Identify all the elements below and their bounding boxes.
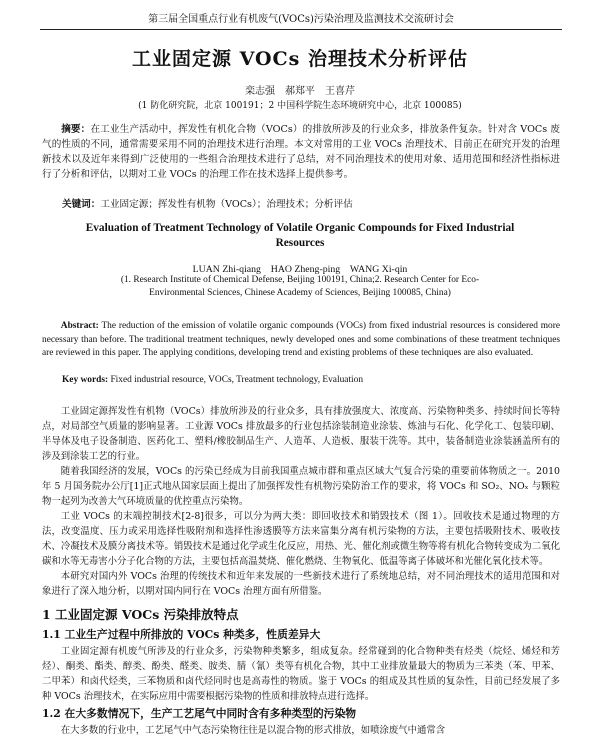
- abstract-en-label: Abstract:: [60, 321, 99, 331]
- running-head: 第三届全国重点行业有机废气(VOCs)污染治理及监测技术交流研讨会: [40, 10, 562, 30]
- section-1-1-text: [42, 644, 560, 704]
- section-1-1-paragraph: 工业固定源有机废气所涉及的行业众多，污染物种类繁多，组成复杂。经常碰到的化合物种类有烃类（烷烃、烯烃和芳烃）、酮类、酯类、醇类、酚类、醛类、胺类、腈（氰）类等有机化合物，其中工业排放量最大的物质为三苯类（苯、甲苯、二甲苯）和卤代烃类，三苯物质和卤代烃同时也是高毒性的物质。鉴于 VOCs 的组成及其性质的复杂性，目前已经发展了多种 VOCs 治理技术，在实际应用中需要根据污染物的性质和排放特点进行选择。: [42, 646, 560, 702]
- section-1-2-paragraph: 在大多数的行业中，工艺尾气中气态污染物往往是以混合物的形式排放，如喷涂废气中通常含: [60, 725, 446, 736]
- keywords-cn-label: 关键词：: [62, 199, 101, 210]
- keywords-en-label: Key words:: [62, 375, 109, 385]
- body-paragraph: 工业 VOCs 的末端控制技术[2-8]很多，可以分为两大类：即回收技术和销毁技术（图 1）。回收技术是通过物理的方法，改变温度、压力或采用选择性吸附剂和选择性渗透膜等方法来富集分离有机污染物的方法，主要包括吸附技术、吸收技术、冷凝技术及膜分离技术等。销毁技术是通过化学或生化反应，用热、光、催化剂或微生物等将有机化合物转变成为二氧化碳和水等无毒害小分子化合物的方法，主要包括高温焚烧、催化燃烧、生物氧化、低温等离子体破坏和光催化氧化技术等。: [42, 511, 560, 567]
- abstract-cn: [42, 122, 560, 182]
- body-text: [42, 404, 560, 599]
- section-1-1-heading: 1.1 工业生产过程中所排放的 VOCs 种类多，性质差异大: [42, 628, 321, 641]
- keywords-cn: [62, 196, 560, 210]
- section-1-2-text: [42, 723, 560, 738]
- authors-cn: 栾志强 郝郑平 王喜芹: [245, 86, 355, 97]
- paper-title-cn: 工业固定源 VOCs 治理技术分析评估: [131, 48, 468, 70]
- body-paragraph: 本研究对国内外 VOCs 治理的传统技术和近年来发展的一些新技术进行了系统地总结，对不同治理技术的适用范围和对象进行了深入地分析，以期对国内同行在 VOCs 治理方面有所借鉴。: [42, 571, 560, 597]
- body-paragraph: 随着我国经济的发展，VOCs 的污染已经成为目前我国重点城市群和重点区域大气复合污染的重要前体物质之一。2010 年 5 月国务院办公厅[1]正式地从国家层面上提出了加强挥发性有机物污染防治工作的要求，将 VOCs 和 SO₂、NOₓ 与颗粒物一起列为改善大气环境质量的优控重点污染物。: [42, 466, 560, 507]
- section-1-2-heading: 1.2 在大多数情况下，生产工艺尾气中同时含有多种类型的污染物: [42, 707, 357, 720]
- paper-title-en: Evaluation of Treatment Technology of Volatile Organic Compounds for Fixed Industrial Resources: [85, 222, 515, 249]
- section-1-heading: 1 工业固定源 VOCs 污染排放特点: [42, 607, 239, 622]
- keywords-cn-text: 工业固定源；挥发性有机物（VOCs）；治理技术；分析评估: [100, 199, 353, 210]
- body-paragraph: 工业固定源挥发性有机物（VOCs）排放所涉及的行业众多，具有排放强度大、浓度高、污染物种类多、持续时间长等特点，对局部空气质量的影响显著。工业源 VOCs 排放最多的行业包括涂装制造业涂装、炼油与石化、化学化工、包装印刷、半导体及电子设备制造、医药化工、塑料/橡胶制品生产、人造革、人造板、服装干洗等。其中，装备制造业涂装涵盖所有的涉及到涂装工艺的行业。: [42, 406, 560, 462]
- affiliation-cn: (1 防化研究院，北京 100191；2 中国科学院生态环境研究中心，北京 100085): [138, 101, 462, 111]
- keywords-en: [62, 375, 560, 385]
- abstract-cn-label: 摘要：: [61, 124, 91, 135]
- affiliation-en: (1. Research Institute of Chemical Defense, Beijing 100191, China;2. Research Center for Eco-Environmental Sciences, Chinese Academy of Sciences, Beijing 100085, China): [120, 275, 480, 298]
- authors-en: LUAN Zhi-qiang HAO Zheng-ping WANG Xi-qin: [192, 264, 408, 275]
- abstract-en-text: The reduction of the emission of volatile organic compounds (VOCs) from fixed industrial resources is considered more necessary than before. The traditional treatment techniques, newly developed ones and some combinations of these treatment techniques are reviewed in this paper. The applying conditions, developing trend and existing problems of these techniques are also evaluated.: [42, 321, 560, 358]
- abstract-cn-text: 在工业生产活动中，挥发性有机化合物（VOCs）的排放所涉及的行业众多，排放条件复杂。针对含 VOCs 废气的性质的不同，通常需要采用不同的治理技术进行治理。本文对常用的工业 VOCs 治理技术、目前正在研究开发的治理新技术以及近年来得到广泛使用的一些组合治理技术进行了总结，对不同治理技术的使用对象、适用范围和经济性指标进行了分析和评估，以期对工业 VOCs 的治理工作在技术选择上提供参考。: [42, 124, 560, 180]
- keywords-en-text: Fixed industrial resource, VOCs, Treatment technology, Evaluation: [110, 375, 364, 385]
- abstract-en: [42, 320, 560, 361]
